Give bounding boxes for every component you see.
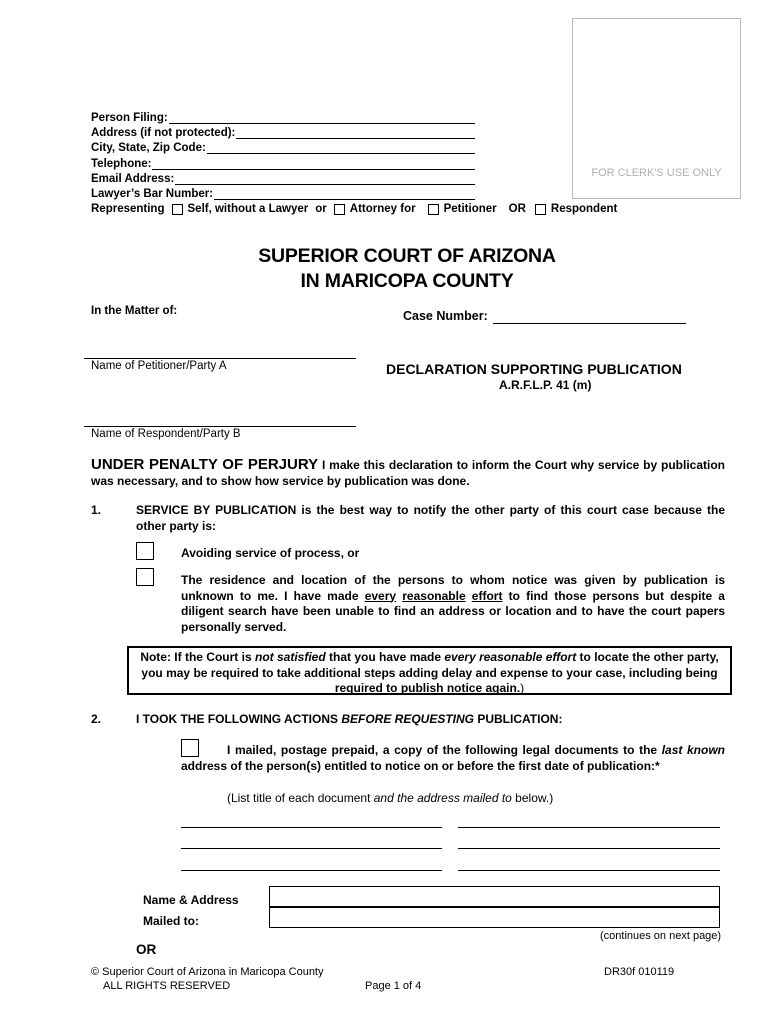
note-not-satisfied: not satisfied bbox=[254, 650, 326, 664]
or-heading: OR bbox=[136, 942, 157, 957]
item2-heading bbox=[136, 712, 562, 728]
filer-info bbox=[91, 111, 617, 217]
telephone-label: Telephone: bbox=[91, 157, 152, 170]
item1-text: SERVICE BY PUBLICATION is the best way to notify the other party of this court case because the other party is: bbox=[136, 503, 725, 533]
note-part3: that you have made bbox=[325, 650, 445, 664]
petitioner-checkbox[interactable] bbox=[428, 204, 439, 215]
list-instruction-part1: (List title of each document bbox=[227, 791, 374, 805]
bar-number-label: Lawyer’s Bar Number: bbox=[91, 187, 214, 200]
city-field[interactable] bbox=[207, 141, 475, 154]
footer-form-id: DR30f 010119 bbox=[604, 966, 675, 978]
name-address-field-2[interactable] bbox=[269, 907, 720, 928]
item2-number: 2. bbox=[91, 712, 102, 726]
document-line-2b[interactable] bbox=[458, 847, 720, 849]
case-number-label: Case Number: bbox=[403, 309, 488, 323]
note-part1: Note: If the Court is bbox=[140, 650, 255, 664]
unknown-location-part2: to find those persons but despite a diligent search have been unable to find an address or location and to have the court papers personally served. bbox=[181, 588, 725, 634]
avoiding-service-checkbox[interactable] bbox=[136, 542, 154, 560]
document-line-2a[interactable] bbox=[181, 847, 442, 849]
document-line-1b[interactable] bbox=[458, 826, 720, 828]
respondent-checkbox[interactable] bbox=[535, 204, 546, 215]
representing-label: Representing bbox=[91, 203, 165, 216]
document-rule: A.R.F.L.P. 41 (m) bbox=[499, 378, 592, 392]
unknown-location-part1: The residence and location of the persons to whom notice was given by publication is unknown to me. I have made bbox=[181, 573, 725, 603]
petitioner-name-label: Name of Petitioner/Party A bbox=[91, 360, 227, 372]
mailed-part1: I mailed, postage prepaid, a copy of the following legal documents to the bbox=[227, 743, 662, 757]
list-instruction bbox=[227, 791, 553, 805]
self-label: Self, without a Lawyer bbox=[187, 203, 309, 216]
telephone-field[interactable] bbox=[152, 157, 475, 170]
item1-number: 1. bbox=[91, 503, 102, 517]
respondent-name-line[interactable] bbox=[84, 426, 356, 427]
item2-heading-part1: I TOOK THE FOLLOWING ACTIONS bbox=[136, 712, 342, 726]
representing-row bbox=[91, 202, 617, 217]
list-instruction-italic: and the address mailed to bbox=[373, 791, 512, 805]
item2-before-requesting: BEFORE REQUESTING bbox=[341, 712, 475, 726]
document-title: DECLARATION SUPPORTING PUBLICATION bbox=[386, 361, 682, 377]
person-filing-field[interactable] bbox=[169, 111, 475, 124]
petitioner-name-line[interactable] bbox=[84, 358, 356, 359]
document-line-3a[interactable] bbox=[181, 869, 442, 871]
perjury-lead: UNDER PENALTY OF PERJURY bbox=[91, 456, 319, 473]
mailed-text bbox=[181, 743, 725, 774]
unknown-location-text bbox=[181, 573, 725, 635]
self-checkbox[interactable] bbox=[172, 204, 183, 215]
document-line-3b[interactable] bbox=[458, 869, 720, 871]
every-word: every bbox=[364, 588, 397, 603]
reasonable-word: reasonable bbox=[402, 588, 466, 603]
attorney-for-label: Attorney for bbox=[349, 203, 416, 216]
continues-note: (continues on next page) bbox=[600, 930, 722, 942]
note-box bbox=[127, 646, 732, 695]
mailed-part3: address of the person(s) entitled to notice on or before the first date of publication:* bbox=[181, 758, 660, 773]
court-title-line1: SUPERIOR COURT OF ARIZONA bbox=[258, 245, 556, 267]
case-number-field[interactable] bbox=[493, 309, 686, 324]
bar-number-field[interactable] bbox=[214, 187, 475, 200]
or-label: or bbox=[315, 203, 327, 216]
address-field[interactable] bbox=[236, 126, 475, 139]
intro-paragraph bbox=[91, 457, 725, 489]
intro-text: I make this declaration to inform the Court why service by publication was necessary, and to show how service by publication was done. bbox=[91, 458, 725, 488]
email-field[interactable] bbox=[175, 172, 475, 185]
city-label: City, State, Zip Code: bbox=[91, 142, 206, 155]
note-every-reasonable-effort: every reasonable effort bbox=[444, 650, 577, 664]
court-title bbox=[0, 244, 770, 294]
mailed-to-label: Mailed to: bbox=[143, 914, 199, 928]
name-address-field-1[interactable] bbox=[269, 886, 720, 907]
footer-copyright: © Superior Court of Arizona in Maricopa County bbox=[91, 966, 324, 978]
respondent-label: Respondent bbox=[550, 203, 618, 216]
list-instruction-part3: below.) bbox=[511, 791, 554, 805]
email-label: Email Address: bbox=[91, 172, 175, 185]
footer-rights: ALL RIGHTS RESERVED bbox=[103, 980, 231, 992]
respondent-name-label: Name of Respondent/Party B bbox=[91, 428, 241, 440]
avoiding-service-label: Avoiding service of process, or bbox=[181, 546, 360, 560]
effort-word: effort bbox=[471, 588, 503, 603]
document-line-1a[interactable] bbox=[181, 826, 442, 828]
item2-heading-part3: PUBLICATION: bbox=[474, 712, 563, 726]
note-part5: to locate the other party, you may be required to take additional steps adding delay and expense to your case, including being required to publish notice again. bbox=[141, 650, 719, 695]
petitioner-label: Petitioner bbox=[443, 203, 497, 216]
clerk-use-label: FOR CLERK'S USE ONLY bbox=[591, 167, 722, 179]
court-title-line2: IN MARICOPA COUNTY bbox=[300, 270, 514, 292]
person-filing-label: Person Filing: bbox=[91, 112, 168, 124]
mailed-last-known: last known bbox=[661, 743, 725, 757]
case-number-row bbox=[403, 309, 686, 324]
footer-page-number: Page 1 of 4 bbox=[365, 980, 422, 992]
address-label: Address (if not protected): bbox=[91, 127, 236, 140]
or-label-2: OR bbox=[508, 203, 526, 216]
note-paren: ) bbox=[520, 681, 525, 695]
name-address-label: Name & Address bbox=[143, 893, 239, 907]
in-matter-label: In the Matter of: bbox=[91, 305, 178, 317]
attorney-checkbox[interactable] bbox=[334, 204, 345, 215]
unknown-location-checkbox[interactable] bbox=[136, 568, 154, 586]
